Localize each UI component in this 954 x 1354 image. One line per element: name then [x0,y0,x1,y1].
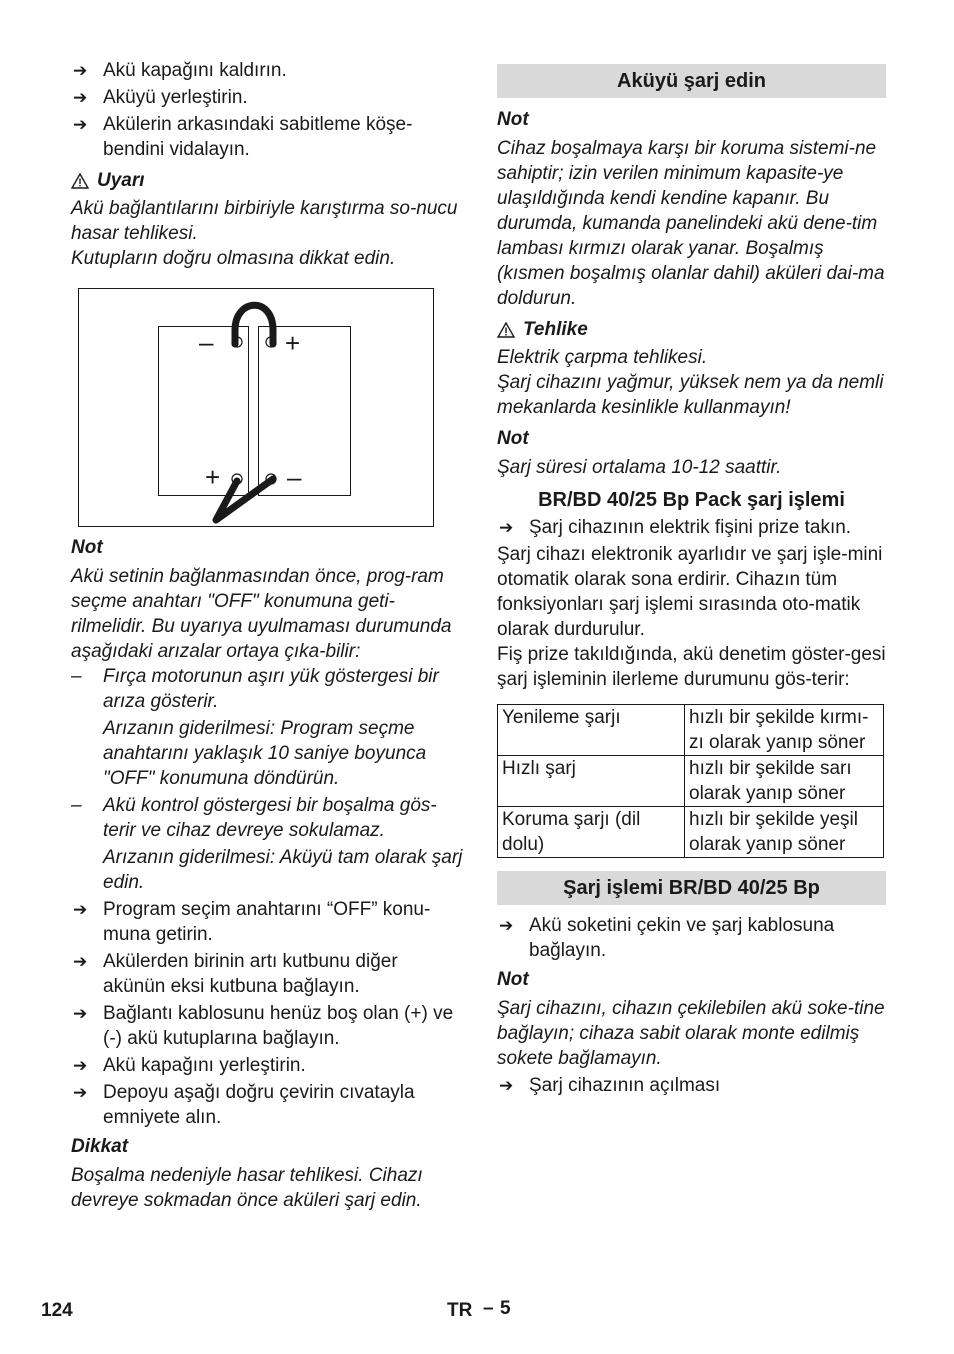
arrow-icon: ➔ [73,1056,88,1075]
step-item: ➔ Şarj cihazının açılması [499,1075,721,1096]
table-cell: hızlı bir şekilde yeşil olarak yanıp söner [685,807,884,858]
fault-item: – Akü kontrol göstergesi bir boşalma gös-terir ve cihaz devreye sokulamaz. [71,795,437,841]
arrow-icon: ➔ [73,900,88,919]
note-text: Cihaz boşalmaya karşı bir koruma sistemi-ne sahiptir; izin verilen minimum kapasite-ye ulaşıldığında kendi kendine kapanır. Bu durumda, kumanda panelindeki akü dene-tim lambası kırmızı olarak yanar. Boşalmış (kısmen boşalmış olanlar dahil) aküleri dai-ma doldurun. [497,138,885,309]
caution-text: Boşalma nedeniyle hasar tehlikesi. Cihazı devreye sokmadan önce aküleri şarj edin. [71,1165,423,1211]
body-paragraph: Şarj cihazı elektronik ayarlıdır ve şarj işle-mini otomatik olarak sona erdirir. Cihazın tüm fonksiyonları şarj işlemi sırasında oto-matik olarak durdurulur. [497,544,883,640]
note-heading: Not [497,969,529,990]
polarity-plus-label: + [205,462,221,492]
warning-text: Akü bağlantılarını birbiriyle karıştırma so-nucu hasar tehlikesi. [71,198,458,244]
left-column [71,58,463,271]
note-heading: Not [497,109,529,130]
step-item: ➔ Akü kapağını yerleştirin. [73,1055,306,1076]
section-page-number: 5 [500,1298,511,1319]
table-row [498,756,884,807]
step-item: ➔ Program seçim anahtarını “OFF” konu-muna getirin. [73,899,431,945]
arrow-icon: ➔ [73,1083,88,1102]
page-number: 124 [41,1300,73,1321]
table-cell: hızlı bir şekilde kırmı-zı olarak yanıp söner [685,705,884,756]
right-column [497,64,886,1098]
note-heading: Not [497,428,529,449]
arrow-icon: ➔ [499,1076,514,1095]
battery-connection-diagram [78,288,434,527]
caution-heading: Dikkat [71,1136,129,1157]
arrow-icon: ➔ [73,61,88,80]
danger-heading: Tehlike [497,317,886,342]
step-item: ➔ Şarj cihazının elektrik fişini prize takın. [499,517,852,538]
table-cell: Koruma şarjı (dil dolu) [498,807,685,858]
danger-text: Şarj cihazını yağmur, yüksek nem ya da nemli mekanlarda kesinlikle kullanmayın! [497,372,884,418]
step-item: ➔ Akü soketini çekin ve şarj kablosuna bağlayın. [499,915,835,961]
arrow-icon: ➔ [73,115,88,134]
warning-triangle-icon [71,173,89,189]
body-paragraph: Fiş prize takıldığında, akü denetim göster-gesi şarj işleminin ilerleme durumunu gös-terir: [497,644,886,690]
table-row [498,705,884,756]
warning-text: Kutupların doğru olmasına dikkat edin. [71,248,396,269]
table-cell: Yenileme şarjı [498,705,685,756]
step-item: ➔ Akülerin arkasındaki sabitleme köşe-bendini vidalayın. [73,114,413,160]
note-heading: Not [71,537,103,558]
note-text: Şarj süresi ortalama 10-12 saattir. [497,457,782,478]
subsection-heading: BR/BD 40/25 Bp Pack şarj işlemi [538,489,845,511]
footer-separator: – [483,1298,494,1319]
step-item: ➔ Akü kapağını kaldırın. [73,60,287,81]
fault-remedy: Arızanın giderilmesi: Program seçme anahtarını yaklaşık 10 saniye boyunca "OFF" konumuna döndürün. [103,718,427,789]
fault-item: – Fırça motorunun aşırı yük göstergesi bir arıza gösterir. [71,666,439,712]
arrow-icon: ➔ [73,88,88,107]
section-heading: Şarj işlemi BR/BD 40/25 Bp [497,871,886,905]
warning-triangle-icon [497,322,515,338]
table-cell: Hızlı şarj [498,756,685,807]
left-column-lower [71,535,463,1213]
arrow-icon: ➔ [499,916,514,935]
polarity-plus-label: + [285,328,301,358]
fault-remedy: Arızanın giderilmesi: Aküyü tam olarak şarj edin. [103,847,463,893]
arrow-icon: ➔ [73,952,88,971]
step-item: ➔ Bağlantı kablosunu henüz boş olan (+) ve (-) akü kutuplarına bağlayın. [73,1003,454,1049]
step-item: ➔ Aküyü yerleştirin. [73,87,248,108]
table-cell: hızlı bir şekilde sarı olarak yanıp söner [685,756,884,807]
warning-heading: Uyarı [71,168,463,193]
polarity-minus-label: – [287,462,302,492]
cable-bottom [216,479,273,520]
charge-status-table [497,704,884,858]
step-item: ➔ Akülerden birinin artı kutbunu diğer akünün eksi kutbuna bağlayın. [73,951,398,997]
section-heading: Aküyü şarj edin [497,64,886,98]
step-item: ➔ Depoyu aşağı doğru çevirin cıvatayla emniyete alın. [73,1082,415,1128]
note-text: Akü setinin bağlanmasından önce, prog-ram seçme anahtarı "OFF" konumuna geti-rilmelidir. Bu uyarıya uyulmaması durumunda aşağıdaki arızalar ortaya çıka-bilir: [71,566,452,662]
battery-right [259,327,351,496]
danger-text: Elektrik çarpma tehlikesi. [497,347,708,368]
note-text: Şarj cihazını, cihazın çekilebilen akü soke-tine bağlayın; cihaza sabit olarak monte edilmiş sokete bağlamayın. [497,998,885,1069]
arrow-icon: ➔ [499,518,514,537]
language-code: TR [447,1300,473,1321]
table-row [498,807,884,858]
arrow-icon: ➔ [73,1004,88,1023]
polarity-minus-label: – [199,327,214,357]
